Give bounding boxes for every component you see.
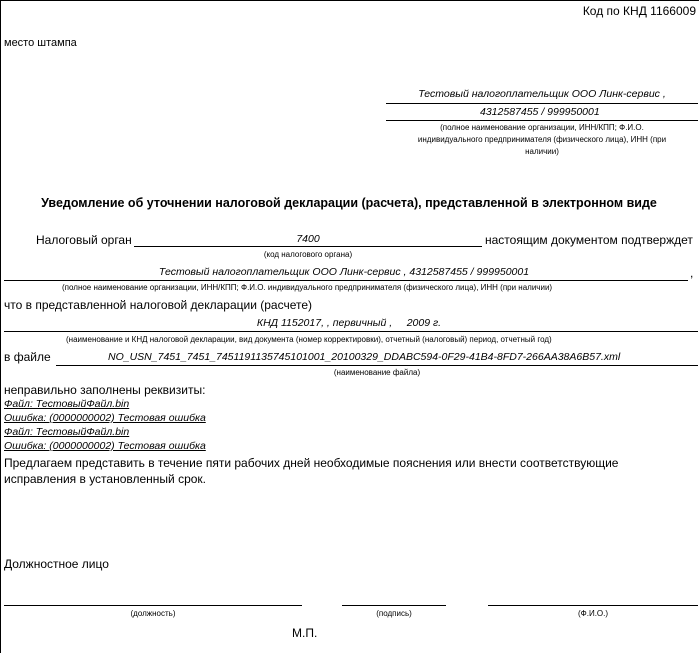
recipient-caption-1: (полное наименование организации, ИНН/КПП; Ф.И.О.: [440, 123, 644, 132]
file-name: NO_USN_7451_7451_7451191135745101001_20100329_DDABC594-0F29-41B4-8FD7-266AA38A6B57.xml: [108, 351, 621, 363]
error-line: Ошибка: (0000000002) Тестовая ошибка: [4, 412, 206, 424]
document-title: Уведомление об уточнении налоговой декларации (расчета), представленной в электронном виде: [41, 196, 657, 210]
taxpayer-line: [4, 280, 688, 281]
error-line: Файл: ТестовыйФайл.bin: [4, 398, 130, 410]
recipient-caption-2: индивидуального предпринимателя (физического лица), ИНН (при: [417, 135, 667, 144]
tax-authority-line: [134, 246, 482, 247]
tax-authority-label: Налоговый орган: [36, 233, 132, 247]
signature-caption: (подпись): [376, 609, 412, 618]
taxpayer-value: Тестовый налогоплательщик ООО Линк-сервис , 4312587455 / 999950001: [158, 266, 530, 278]
tax-authority-suffix: настоящим документом подтверждет: [485, 233, 693, 247]
name-caption: (Ф.И.О.): [577, 609, 609, 618]
declaration-caption: (наименование и КНД налоговой декларации, вид документа (номер корректировки), отчетный (налоговый) период, отчетный год): [66, 335, 552, 344]
file-label: в файле: [4, 350, 51, 364]
tax-authority-caption: (код налогового органа): [263, 250, 353, 259]
tax-authority-code: 7400: [296, 233, 320, 245]
declaration-value: КНД 1152017, , первичный , 2009 г.: [256, 317, 442, 329]
taxpayer-caption: (полное наименование организации, ИНН/КПП; Ф.И.О. индивидуального предпринимателя (физического лица), ИНН (при наличии): [62, 283, 553, 292]
errors-heading: неправильно заполнены реквизиты:: [4, 383, 206, 397]
error-line: Ошибка: (0000000002) Тестовая ошибка: [4, 440, 206, 452]
file-line: [56, 365, 698, 366]
mp-label: М.П.: [292, 626, 318, 640]
recipient-inn-kpp: 4312587455 / 999950001: [480, 106, 600, 118]
knd-code: Код по КНД 1166009: [582, 4, 696, 18]
official-label: Должностное лицо: [4, 557, 109, 571]
proposal-line-2: исправления в установленный срок.: [4, 472, 207, 486]
recipient-name-line: [386, 103, 698, 104]
position-line: [4, 605, 302, 606]
recipient-inn-line: [386, 120, 698, 121]
position-caption: (должность): [130, 609, 176, 618]
stamp-place-label: место штампа: [4, 37, 77, 49]
declaration-line: [4, 331, 698, 332]
proposal-line-1: Предлагаем представить в течение пяти рабочих дней необходимые пояснения или внести соответствующие: [4, 456, 619, 470]
recipient-caption-3: наличии): [525, 147, 559, 156]
taxpayer-trailing-comma: ,: [690, 266, 694, 280]
declaration-label: что в представленной налоговой декларации (расчете): [4, 298, 313, 312]
error-line: Файл: ТестовыйФайл.bin: [4, 426, 130, 438]
recipient-name: Тестовый налогоплательщик ООО Линк-сервис ,: [418, 88, 666, 100]
signature-line: [342, 605, 446, 606]
name-line: [488, 605, 698, 606]
file-caption: (наименование файла): [333, 368, 421, 377]
